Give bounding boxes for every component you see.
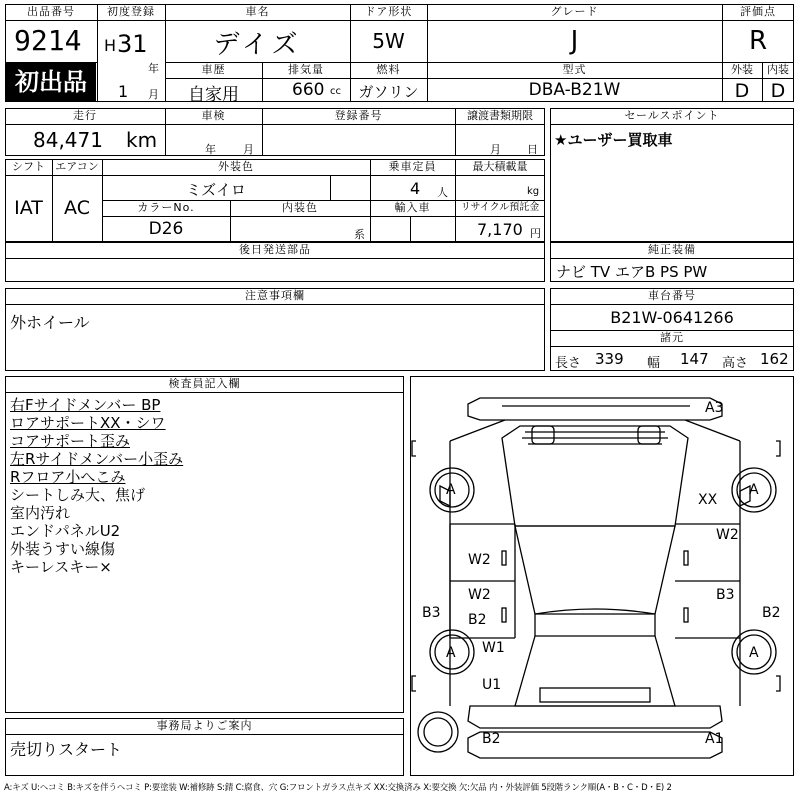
inspector-item: エンドパネルU2 [10, 522, 121, 540]
exterior-color-label: 外装色 [218, 160, 254, 173]
max-load-label: 最大積載量 [472, 160, 528, 173]
plate-label: 登録番号 [334, 109, 383, 122]
genuine-equipment-label: 純正装備 [648, 243, 696, 256]
mark-a-front-right: A [749, 482, 759, 498]
mileage-unit: km [126, 128, 158, 152]
inspector-item: キーレスキー× [10, 558, 112, 576]
mark-xx: XX [698, 492, 718, 508]
capacity: 4 [410, 179, 421, 198]
exterior-label: 外装 [731, 63, 753, 76]
mark-a-rear-right: A [749, 645, 759, 661]
registration-year: 31 [117, 30, 148, 58]
mark-b2-bottom: B2 [482, 731, 501, 747]
shift: IAT [14, 197, 43, 219]
mileage: 84,471 [33, 128, 103, 152]
year-unit: 年 [148, 62, 159, 75]
inspection-month-unit: 月 [243, 143, 254, 156]
interior-grade: D [770, 80, 786, 102]
inspection-year-unit: 年 [205, 143, 216, 156]
transfer-deadline-label: 譲渡書類期限 [467, 109, 533, 122]
mileage-label: 走行 [73, 109, 97, 122]
import-label: 輸入車 [394, 201, 431, 214]
lot-number: 9214 [14, 24, 82, 57]
score: R [748, 26, 768, 56]
first-listing-badge: 初出品 [6, 63, 96, 101]
month-unit: 月 [148, 88, 159, 101]
inspector-item: シートしみ大、焦げ [10, 486, 146, 504]
lot-number-label: 出品番号 [27, 5, 75, 18]
height-label: 高さ [722, 356, 749, 371]
inspector-item: コアサポート歪み [10, 432, 131, 450]
notes-text: 外ホイール [10, 313, 90, 332]
mark-a-front-left: A [446, 482, 456, 498]
office-label: 事務局よりご案内 [156, 719, 253, 732]
shift-label: シフト [12, 160, 45, 173]
inspector-item: Rフロア小へこみ [10, 468, 126, 486]
mark-u1: U1 [482, 677, 502, 693]
recycle-label: リサイクル預託金 [460, 202, 540, 213]
inspection-label: 車検 [201, 109, 226, 122]
mark-w2-left-rear: W2 [468, 587, 491, 603]
registration-month: 1 [118, 82, 129, 101]
displacement: 660 [292, 80, 325, 100]
exterior-color: ミズイロ [186, 181, 246, 199]
fuel: ガソリン [358, 83, 419, 101]
inspector-item: 左Rサイドメンバー小歪み [10, 450, 184, 468]
model-code: DBA-B21W [528, 80, 621, 100]
mark-b2-right: B2 [762, 605, 781, 621]
mark-a1: A1 [705, 731, 724, 747]
history-label: 車歴 [201, 63, 226, 76]
transfer-month-unit: 月 [490, 143, 501, 156]
interior-color-unit: 系 [354, 228, 365, 241]
mark-b3-right: B3 [716, 587, 735, 603]
mark-b3-left: B3 [422, 605, 441, 621]
displacement-unit: cc [330, 86, 341, 97]
mark-w1: W1 [482, 640, 505, 656]
sales-point-text: ★ユーザー買取車 [554, 131, 673, 149]
color-number: D26 [148, 219, 184, 239]
recycle-fee: 7,170 [477, 220, 523, 239]
aircon: AC [64, 197, 90, 219]
inspector-item: 室内汚れ [10, 504, 71, 522]
mark-b2-left-rear: B2 [468, 612, 487, 628]
office-text: 売切りスタート [10, 740, 123, 759]
sales-point-label: セールスポイント [624, 109, 720, 122]
aircon-label: エアコン [55, 160, 99, 173]
specs-label: 諸元 [660, 331, 684, 344]
exterior-grade: D [734, 80, 750, 102]
displacement-label: 排気量 [288, 63, 324, 76]
car-outline [410, 376, 794, 776]
capacity-unit: 人 [437, 186, 448, 199]
inspector-label: 検査員記入欄 [168, 377, 241, 390]
mark-w2-right-front: W2 [716, 527, 739, 543]
capacity-label: 乗車定員 [388, 160, 437, 173]
transfer-day-unit: 日 [527, 143, 538, 156]
inspector-item: 右Fサイドメンバー BP [10, 396, 161, 414]
car-name-label: 車名 [245, 5, 270, 18]
car-name: デイズ [213, 30, 302, 60]
fuel-label: 燃料 [376, 63, 401, 76]
recycle-unit: 円 [530, 227, 541, 240]
vehicle-history: 自家用 [188, 85, 239, 105]
inspector-item: ロアサポートXX・シワ [10, 414, 166, 432]
later-parts-label: 後日発送部品 [239, 243, 311, 256]
grade-label: グレード [550, 5, 599, 18]
inspector-item: 外装うすい線傷 [10, 540, 116, 558]
color-number-label: カラーNo. [137, 201, 195, 214]
length-label: 長さ [555, 356, 582, 371]
mark-a-rear-left: A [446, 645, 456, 661]
interior-color-label: 内装色 [282, 201, 318, 214]
max-load-unit: kg [527, 186, 540, 197]
model-label: 型式 [562, 63, 587, 76]
mark-w2-left-front: W2 [468, 552, 491, 568]
grade: J [570, 26, 579, 56]
mark-a3: A3 [705, 400, 724, 416]
genuine-equipment: ナビ TV エアB PS PW [556, 263, 708, 281]
door-type-label: ドア形状 [364, 5, 413, 18]
notes-label: 注意事項欄 [245, 289, 305, 302]
first-registration-label: 初度登録 [107, 5, 155, 18]
interior-label: 内装 [767, 63, 789, 76]
width-label: 幅 [647, 356, 661, 371]
score-label: 評価点 [740, 5, 776, 18]
door-type: 5W [372, 29, 405, 53]
legend: A:キズ U:ヘコミ B:キズを伴うヘコミ P:要塗装 W:補修跡 S:錆 C:腐食、穴 G:フロントガラス点キズ XX:交換済み X:要交換 欠:欠品 内・外装評価 5段階ランク順(A・B・C・D・E) 2 [4, 783, 672, 793]
length: 339 [595, 350, 624, 368]
chassis-number-label: 車台番号 [648, 289, 696, 302]
era: H [104, 36, 117, 55]
chassis-number: B21W-0641266 [610, 308, 734, 327]
height: 162 [760, 350, 789, 368]
width: 147 [680, 350, 709, 368]
